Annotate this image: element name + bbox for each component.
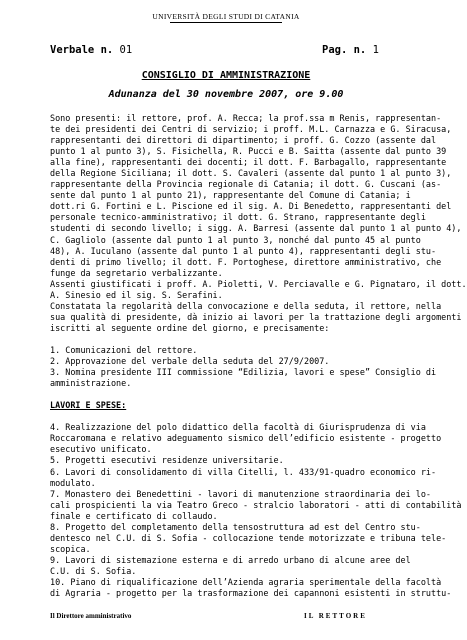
header-rule	[170, 22, 282, 23]
agenda-item: C.U. di S. Sofia.	[50, 565, 137, 576]
agenda-item: cali prospicienti la via Teatro Greco - stralcio laboratori - atti di contabilità	[50, 499, 462, 510]
body-line: sua qualità di presidente, dà inizio ai lavori per la trattazione degli argomenti	[50, 311, 462, 322]
paragraph-gap	[50, 334, 406, 345]
agenda-item: 3. Nomina presidente III commissione “Edilizia, lavori e spese” Consiglio di	[50, 367, 437, 378]
lavori-heading: LAVORI E SPESE:	[50, 400, 127, 411]
agenda-item: 6. Lavori di consolidamento di villa Citelli, l. 433/91-quadro economico ri-	[50, 466, 437, 477]
body-line: sente dal punto 1 al punto 21), rappresentante del Comune di Catania; i	[50, 190, 411, 201]
body-line: alla fine), rappresentanti dei docenti; il dott. F. Barbagallo, rappresentante	[50, 157, 447, 168]
body-line: studenti di secondo livello; i sigg. A. Barresi (assente dal punto 1 al punto 4),	[50, 223, 462, 234]
board-title: CONSIGLIO DI AMMINISTRAZIONE	[141, 70, 311, 81]
body-line: personale tecnico-amministrativo; il dott. G. Strano, rappresentante degli	[50, 212, 426, 223]
page-label	[322, 44, 379, 56]
body-line: te dei presidenti dei Centri di servizio; i proff. M.L. Carnazza e G. Siracusa,	[50, 124, 452, 135]
agenda-item: dentesco nel C.U. di S. Sofia - collocazione tende motorizzate e tribuna tele-	[50, 532, 447, 543]
body-line: A. Sinesio ed il sig. S. Serafini.	[50, 289, 223, 300]
agenda-item: di Agraria - progetto per la trasformazione dei capannoni esistenti in struttu-	[50, 588, 452, 599]
body-line: rappresentante della Provincia regionale di Catania; il dott. G. Cuscani (as-	[50, 179, 442, 190]
agenda-item: finale e certificato di collaudo.	[50, 510, 218, 521]
page-number: 1	[372, 44, 379, 56]
body-line: Constatata la regolarità della convocazione e della seduta, il rettore, nella	[50, 300, 442, 311]
body-line: iscritti al seguente ordine del giorno, e precisamente:	[50, 322, 330, 333]
body-line: Assenti giustificati i proff. A. Pioletti, V. Perciavalle e G. Pignataro, il dott.	[50, 278, 467, 289]
agenda-item: 1. Comunicazioni del rettore.	[50, 344, 198, 355]
agenda-item: 9. Lavori di sistemazione esterna e di arredo urbano di alcune aree del	[50, 554, 411, 565]
body-line: rappresentanti dei direttori di dipartimento; i proff. G. Cozzo (assente dal	[50, 135, 437, 146]
agenda-item: 10. Piano di riqualificazione dell’Azienda agraria sperimentale della facoltà	[50, 576, 442, 587]
verbale-label	[50, 44, 132, 56]
agenda-item: scopica.	[50, 543, 91, 554]
body-line: punto 1 al punto 3), S. Fisichella, R. Pucci e B. Saitta (assente dal punto 39	[50, 146, 447, 157]
agenda-list	[50, 344, 437, 389]
agenda-item: 2. Approvazione del verbale della seduta del 27/9/2007.	[50, 356, 330, 367]
presenti-paragraph	[50, 113, 462, 279]
university-header: UNIVERSITÀ DEGLI STUDI DI CATANIA	[152, 12, 300, 21]
body-line: C. Gagliolo (assente dal punto 1 al punto 3, nonché dal punto 45 al punto	[50, 234, 421, 245]
paragraph-gap	[50, 389, 406, 400]
paragraph-gap	[50, 411, 406, 422]
document-body	[50, 113, 467, 599]
agenda-item: 7. Monastero dei Benedettini - lavori di manutenzione straordinaria dei lo-	[50, 488, 431, 499]
agenda-item: 5. Progetti esecutivi residenze universitarie.	[50, 455, 284, 466]
page-label-text: Pag. n.	[322, 44, 367, 56]
footer-rettore: IL RETTORE	[304, 612, 367, 620]
agenda-item: esecutivo unificato.	[50, 444, 152, 455]
lavori-list	[50, 422, 462, 599]
body-line: della Regione Siciliana; il dott. S. Cavaleri (assente dal punto 1 al punto 3),	[50, 168, 452, 179]
body-line: 48), A. Iuculano (assente dal punto 1 al punto 4), rappresentanti degli stu-	[50, 245, 437, 256]
agenda-item: 4. Realizzazione del polo didattico della facoltà di Giurisprudenza di via	[50, 422, 426, 433]
body-line: dott.ri G. Fortini e L. Piscione ed il sig. A. Di Benedetto, rappresentanti del	[50, 201, 452, 212]
regolarita-paragraph	[50, 300, 462, 334]
agenda-item: 8. Progetto del completamento della tensostruttura ad est del Centro stu-	[50, 521, 421, 532]
verbale-label-text: Verbale n.	[50, 44, 114, 56]
agenda-item: modulato.	[50, 477, 96, 488]
agenda-item: amministrazione.	[50, 378, 132, 389]
assenti-paragraph	[50, 278, 467, 301]
verbale-number: 01	[119, 44, 133, 56]
meeting-title: Adunanza del 30 novembre 2007, ore 9.00	[108, 89, 344, 100]
body-line: Sono presenti: il rettore, prof. A. Recca; la prof.ssa m Renis, rappresentan-	[50, 113, 442, 123]
body-line: denti di primo livello; il dott. F. Portoghese, direttore amministrativo, che	[50, 256, 442, 267]
agenda-item: Roccaromana e relativo adeguamento sismico dell’edificio esistente - progetto	[50, 433, 442, 444]
body-line: funge da segretario verbalizzante.	[50, 267, 223, 278]
footer-direttore: Il Direttore amministrativo	[50, 612, 132, 620]
